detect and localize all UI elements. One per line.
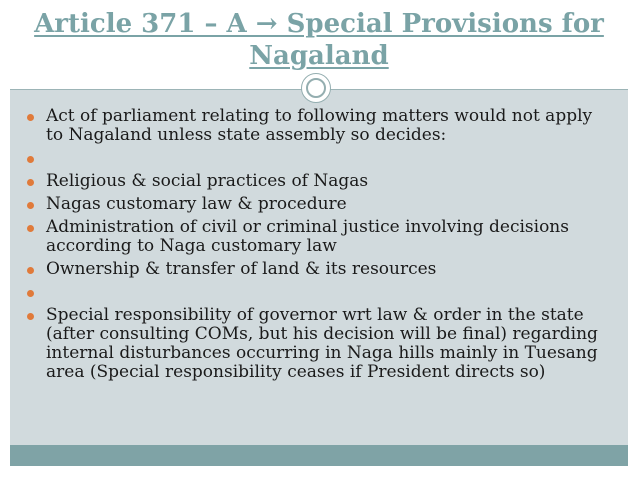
bullet-item xyxy=(26,172,608,191)
bullet-text: Religious & social practices of Nagas xyxy=(46,171,369,191)
bullet-text: Administration of civil or criminal justice involving decisions according to Naga customary law xyxy=(46,217,569,256)
bullet-text: Special responsibility of governor wrt law & order in the state (after consulting COMs, but his decision will be final) regarding internal disturbances occurring in Naga hills mainly in Tuesang area (Special responsibility ceases if President directs so) xyxy=(46,305,598,382)
bullet-icon xyxy=(27,225,34,232)
bullet-icon xyxy=(27,290,34,297)
bullet-item xyxy=(26,306,608,382)
bullet-text: Act of parliament relating to following matters would not apply to Nagaland unless state assembly so decides: xyxy=(46,106,593,145)
content-area xyxy=(10,90,628,445)
bullet-item xyxy=(26,149,608,168)
bullet-icon xyxy=(27,114,34,121)
bullet-item xyxy=(26,218,608,256)
bullet-item xyxy=(26,283,608,302)
bullet-text: Ownership & transfer of land & its resources xyxy=(46,259,437,279)
bullet-list xyxy=(10,90,628,382)
ring-inner xyxy=(306,78,326,98)
bullet-icon xyxy=(27,179,34,186)
bullet-item xyxy=(26,260,608,279)
footer-bar xyxy=(10,445,628,466)
slide-title: Article 371 – A → Special Provisions for Nagaland xyxy=(34,9,604,71)
bullet-icon xyxy=(27,313,34,320)
bullet-text: Nagas customary law & procedure xyxy=(46,194,347,214)
bullet-icon xyxy=(27,202,34,209)
bullet-icon xyxy=(27,267,34,274)
bullet-item xyxy=(26,195,608,214)
ring-divider-icon xyxy=(301,73,331,103)
bullet-item xyxy=(26,107,608,145)
bullet-icon xyxy=(27,156,34,163)
